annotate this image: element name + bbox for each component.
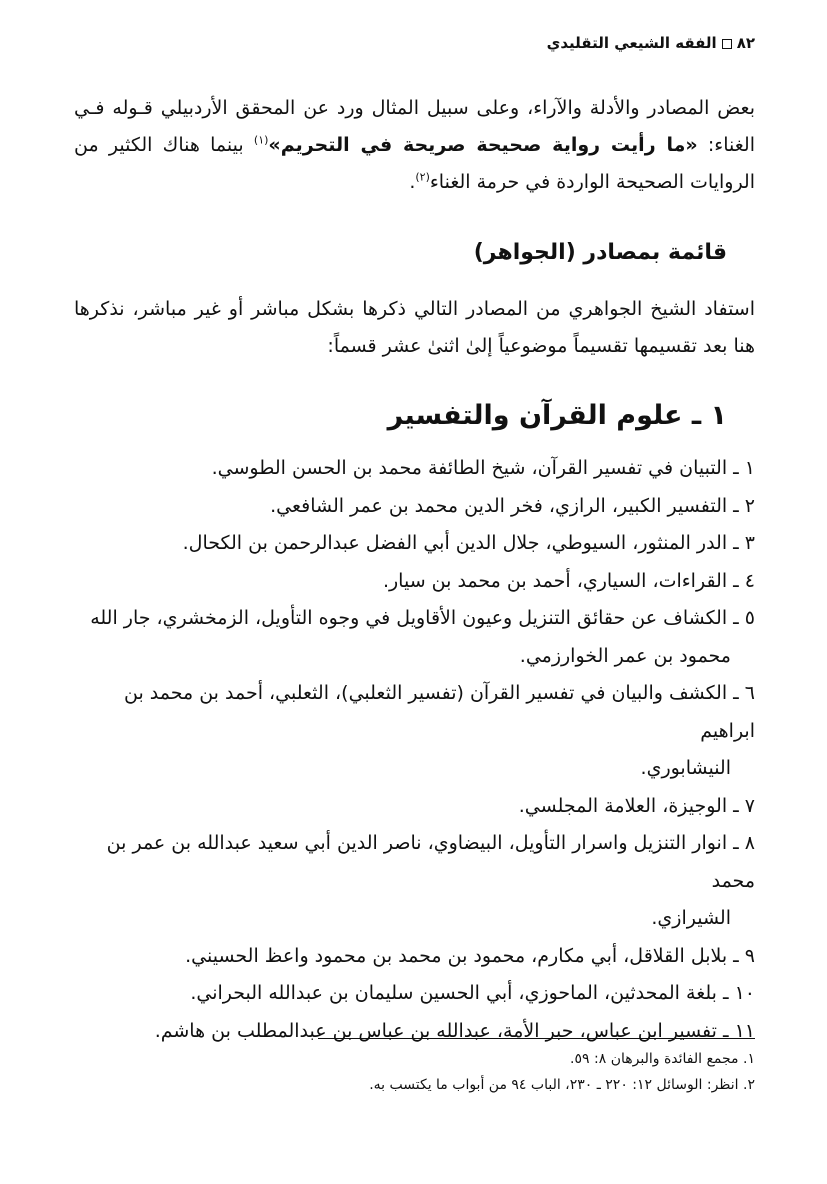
footnotes xyxy=(369,1046,755,1098)
source-text: ٧ ـ الوجيزة، العلامة المجلسي. xyxy=(518,794,755,817)
square-ornament-icon xyxy=(722,39,732,49)
source-item xyxy=(74,675,755,788)
source-item xyxy=(74,1013,755,1051)
source-item xyxy=(74,450,755,488)
intro-text: بعض المصادر والأدلة والآراء، وعلى سبيل المثال ورد عن المحقق الأردبيلي قـوله فـي الغناء: xyxy=(74,97,755,156)
source-item xyxy=(74,563,755,601)
source-text: ٤ ـ القراءات، السياري، أحمد بن محمد بن سيار. xyxy=(382,569,755,592)
source-text: ٣ ـ الدر المنثور، السيوطي، جلال الدين أبي الفضل عبدالرحمن بن الكحال. xyxy=(182,532,755,554)
source-text: ١١ ـ تفسير ابن عباس، حبر الأمة، عبدالله بن عباس بن عبدالمطلب بن هاشم. xyxy=(154,1019,755,1042)
running-header xyxy=(547,34,755,52)
source-list xyxy=(74,450,755,1050)
section-paragraph-block xyxy=(74,291,755,365)
source-item xyxy=(74,788,755,826)
footnote-divider xyxy=(318,1038,755,1039)
intro-paragraph xyxy=(74,90,755,201)
footnote-1: ١. مجمع الفائدة والبرهان ٨: ٥٩. xyxy=(570,1051,755,1067)
footnote-ref-1: (١) xyxy=(253,133,269,147)
source-item xyxy=(74,600,755,675)
source-item xyxy=(74,825,755,938)
source-text: ١ ـ التبيان في تفسير القرآن، شيخ الطائفة محمد بن الحسن الطوسي. xyxy=(211,457,755,479)
book-title: الفقه الشيعي التقليدي xyxy=(546,34,717,52)
intro-paragraph-block xyxy=(74,90,755,201)
source-text: ٢ ـ التفسير الكبير، الرازي، فخر الدين محمد بن عمر الشافعي. xyxy=(270,494,755,517)
section-paragraph: استفاد الشيخ الجواهري من المصادر التالي ذكرها بشكل مباشر أو غير مباشر، نذكرها هنا بعد تقسيمها تقسيماً موضوعياً إلىٰ اثنىٰ عشر قسماً: xyxy=(74,298,755,357)
source-text: ٥ ـ الكشاف عن حقائق التنزيل وعيون الأقاويل في وجوه التأويل، الزمخشري، جار الله xyxy=(90,607,755,629)
source-text-continued: الشيرازي. xyxy=(651,907,731,929)
source-text-continued: محمود بن عمر الخوارزمي. xyxy=(519,644,731,667)
intro-end-punct: . xyxy=(409,171,416,193)
source-item xyxy=(74,938,755,976)
source-item xyxy=(74,488,755,526)
page-number: ٨٢ xyxy=(736,34,755,52)
source-text: ١٠ ـ بلغة المحدثين، الماحوزي، أبي الحسين سليمان بن عبدالله البحراني. xyxy=(190,982,755,1004)
section-heading: قائمة بمصادر (الجواهر) xyxy=(473,240,727,265)
intro-text-continued: بينما هناك الكثير من الروايات الصحيحة الواردة في حرمة الغناء xyxy=(74,134,755,193)
source-text-continued: النيشابوري. xyxy=(640,757,731,779)
ardabili-quote: «ما رأيت رواية صحيحة صريحة في التحريم» xyxy=(268,134,698,156)
footnote-ref-2: (٢) xyxy=(415,170,430,184)
source-text: ٩ ـ بلابل القلاقل، أبي مكارم، محمود بن محمد بن محمود واعظ الحسيني. xyxy=(185,944,755,967)
source-text: ٨ ـ انوار التنزيل واسرار التأويل، البيضاوي، ناصر الدين أبي سعيد عبدالله بن عمر بن محمد xyxy=(106,832,755,892)
footnote-2: ٢. انظر: الوسائل ١٢: ٢٢٠ ـ ٢٣٠، الباب ٩٤ من أبواب ما يكتسب به. xyxy=(369,1077,755,1093)
source-item xyxy=(74,525,755,563)
source-item xyxy=(74,975,755,1013)
category-heading: ١ ـ علوم القرآن والتفسير xyxy=(387,400,727,431)
source-text: ٦ ـ الكشف والبيان في تفسير القرآن (تفسير الثعلبي)، الثعلبي، أحمد بن محمد بن ابراهيم xyxy=(123,682,755,742)
